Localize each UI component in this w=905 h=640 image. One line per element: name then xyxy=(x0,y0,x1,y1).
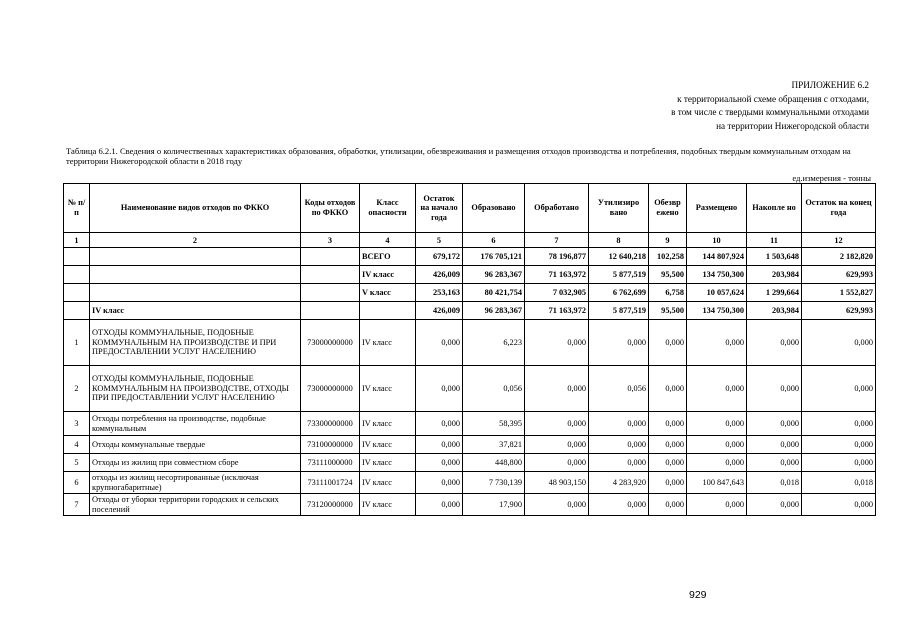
subheader-value: 95,500 xyxy=(649,302,687,320)
value-cell: 0,000 xyxy=(687,454,747,472)
summary-value: 5 877,519 xyxy=(589,266,649,284)
value-cell: 0,000 xyxy=(416,366,463,412)
value-cell: 7 730,139 xyxy=(463,472,525,494)
value-cell: 0,000 xyxy=(525,436,589,454)
table-row xyxy=(64,454,876,472)
fkko-code: 73120000000 xyxy=(301,494,360,516)
header-accumulated: Накопле но xyxy=(747,184,802,233)
col-number: 7 xyxy=(525,233,589,248)
waste-name: отходы из жилищ несортированные (исключая крупногабаритные) xyxy=(90,472,301,494)
appendix-heading xyxy=(671,79,869,133)
table-row xyxy=(64,494,876,516)
col-number: 12 xyxy=(802,233,876,248)
subheader-value: 96 283,367 xyxy=(463,302,525,320)
summary-value: 679,172 xyxy=(416,248,463,266)
value-cell: 448,800 xyxy=(463,454,525,472)
row-num: 1 xyxy=(64,320,90,366)
value-cell: 0,000 xyxy=(802,412,876,436)
value-cell: 0,000 xyxy=(747,412,802,436)
summary-value: 426,009 xyxy=(416,266,463,284)
value-cell: 48 903,150 xyxy=(525,472,589,494)
empty-cell xyxy=(64,284,90,302)
summary-value: 253,163 xyxy=(416,284,463,302)
row-num: 6 xyxy=(64,472,90,494)
waste-name: ОТХОДЫ КОММУНАЛЬНЫЕ, ПОДОБНЫЕ КОММУНАЛЬНЫМ НА ПРОИЗВОДСТВЕ, ОТХОДЫ ПРИ ПРЕДОСТАВЛЕНИИ УСЛУГ НАСЕЛЕНИЮ xyxy=(90,366,301,412)
summary-row xyxy=(64,248,876,266)
value-cell: 0,000 xyxy=(687,436,747,454)
row-num: 4 xyxy=(64,436,90,454)
fkko-code: 73100000000 xyxy=(301,436,360,454)
empty-cell xyxy=(64,302,90,320)
subheader-value: 134 750,300 xyxy=(687,302,747,320)
summary-value: 96 283,367 xyxy=(463,266,525,284)
appendix-line-2: к территориальной схеме обращения с отходами, xyxy=(677,93,869,104)
summary-value: 144 807,924 xyxy=(687,248,747,266)
subheader-value: 5 877,519 xyxy=(589,302,649,320)
value-cell: 0,000 xyxy=(649,454,687,472)
value-cell: 0,000 xyxy=(649,472,687,494)
empty-cell xyxy=(301,284,360,302)
summary-value: 134 750,300 xyxy=(687,266,747,284)
col-number: 9 xyxy=(649,233,687,248)
hazard-class: IV класс xyxy=(360,412,416,436)
appendix-title: ПРИЛОЖЕНИЕ 6.2 xyxy=(791,80,869,90)
col-number: 1 xyxy=(64,233,90,248)
row-num: 2 xyxy=(64,366,90,412)
subheader-value: 426,009 xyxy=(416,302,463,320)
value-cell: 0,000 xyxy=(525,494,589,516)
value-cell: 0,000 xyxy=(589,320,649,366)
value-cell: 0,000 xyxy=(687,412,747,436)
header-class: Класс опасности xyxy=(360,184,416,233)
hazard-class: IV класс xyxy=(360,454,416,472)
table-row xyxy=(64,436,876,454)
subheader-label: IV класс xyxy=(90,302,301,320)
value-cell: 0,000 xyxy=(589,412,649,436)
column-number-row xyxy=(64,233,876,248)
row-num: 7 xyxy=(64,494,90,516)
value-cell: 37,821 xyxy=(463,436,525,454)
waste-name: Отходы от уборки территории городских и сельских поселений xyxy=(90,494,301,516)
summary-value: 80 421,754 xyxy=(463,284,525,302)
empty-cell xyxy=(301,302,360,320)
value-cell: 0,000 xyxy=(747,454,802,472)
hazard-class: IV класс xyxy=(360,472,416,494)
value-cell: 6,223 xyxy=(463,320,525,366)
summary-value: 71 163,972 xyxy=(525,266,589,284)
empty-cell xyxy=(301,248,360,266)
hazard-class: IV класс xyxy=(360,366,416,412)
page-number: 929 xyxy=(689,589,707,601)
summary-value: 95,500 xyxy=(649,266,687,284)
col-number: 10 xyxy=(687,233,747,248)
col-number: 11 xyxy=(747,233,802,248)
waste-name: Отходы коммунальные твердые xyxy=(90,436,301,454)
col-number: 6 xyxy=(463,233,525,248)
empty-cell xyxy=(90,284,301,302)
summary-value: 12 640,218 xyxy=(589,248,649,266)
header-placed: Размещено xyxy=(687,184,747,233)
value-cell: 0,000 xyxy=(589,454,649,472)
table-row xyxy=(64,320,876,366)
waste-name: Отходы из жилищ при совместном сборе xyxy=(90,454,301,472)
units-label: ед.измерения - тонны xyxy=(792,173,871,183)
summary-value: 1 299,664 xyxy=(747,284,802,302)
value-cell: 0,000 xyxy=(525,454,589,472)
empty-cell xyxy=(90,266,301,284)
value-cell: 58,395 xyxy=(463,412,525,436)
value-cell: 0,000 xyxy=(649,412,687,436)
header-rest-end: Остаток на конец года xyxy=(802,184,876,233)
header-row xyxy=(64,184,876,233)
summary-value: 203,984 xyxy=(747,266,802,284)
value-cell: 0,000 xyxy=(416,472,463,494)
table-row xyxy=(64,412,876,436)
value-cell: 0,000 xyxy=(747,320,802,366)
class-subheader-row xyxy=(64,302,876,320)
value-cell: 0,000 xyxy=(802,494,876,516)
value-cell: 0,000 xyxy=(416,412,463,436)
summary-row xyxy=(64,284,876,302)
empty-cell xyxy=(64,248,90,266)
header-utilized: Утилизиро вано xyxy=(589,184,649,233)
hazard-class: IV класс xyxy=(360,320,416,366)
col-number: 5 xyxy=(416,233,463,248)
value-cell: 0,000 xyxy=(747,494,802,516)
fkko-code: 73000000000 xyxy=(301,320,360,366)
summary-value: 2 182,820 xyxy=(802,248,876,266)
value-cell: 0,000 xyxy=(589,436,649,454)
subheader-value: 71 163,972 xyxy=(525,302,589,320)
header-neutralized: Обезвр ежено xyxy=(649,184,687,233)
value-cell: 0,000 xyxy=(649,320,687,366)
fkko-code: 73000000000 xyxy=(301,366,360,412)
summary-value: 10 057,624 xyxy=(687,284,747,302)
summary-value: 629,993 xyxy=(802,266,876,284)
value-cell: 0,000 xyxy=(649,436,687,454)
value-cell: 0,056 xyxy=(589,366,649,412)
waste-table xyxy=(63,183,876,516)
value-cell: 0,000 xyxy=(416,454,463,472)
summary-value: 1 552,827 xyxy=(802,284,876,302)
subheader-value: 203,984 xyxy=(747,302,802,320)
appendix-line-4: на территории Нижегородской области xyxy=(716,120,869,131)
appendix-line-3: в том числе с твердыми коммунальными отходами xyxy=(671,107,869,118)
value-cell: 0,056 xyxy=(463,366,525,412)
empty-cell xyxy=(90,248,301,266)
value-cell: 0,000 xyxy=(525,366,589,412)
summary-value: 6 762,699 xyxy=(589,284,649,302)
value-cell: 0,000 xyxy=(687,366,747,412)
value-cell: 4 283,920 xyxy=(589,472,649,494)
value-cell: 0,018 xyxy=(802,472,876,494)
empty-cell xyxy=(360,302,416,320)
fkko-code: 73111001724 xyxy=(301,472,360,494)
empty-cell xyxy=(301,266,360,284)
summary-label: V класс xyxy=(360,284,416,302)
row-num: 5 xyxy=(64,454,90,472)
fkko-code: 73111000000 xyxy=(301,454,360,472)
header-code: Коды отходов по ФККО xyxy=(301,184,360,233)
summary-value: 78 196,877 xyxy=(525,248,589,266)
col-number: 4 xyxy=(360,233,416,248)
value-cell: 0,000 xyxy=(802,366,876,412)
summary-row xyxy=(64,266,876,284)
summary-value: 102,258 xyxy=(649,248,687,266)
table-row xyxy=(64,366,876,412)
summary-value: 176 705,121 xyxy=(463,248,525,266)
table-row xyxy=(64,472,876,494)
col-number: 8 xyxy=(589,233,649,248)
waste-name: Отходы потребления на производстве, подобные коммунальным xyxy=(90,412,301,436)
value-cell: 0,000 xyxy=(802,320,876,366)
value-cell: 0,000 xyxy=(589,494,649,516)
header-processed: Обработано xyxy=(525,184,589,233)
summary-label: IV класс xyxy=(360,266,416,284)
value-cell: 0,000 xyxy=(802,454,876,472)
table-caption: Таблица 6.2.1. Сведения о количественных характеристиках образования, обработки, утилизации, обезвреживания и размещения отходов производства и потребления, подобных твердым коммунальным отходам на территории Нижегородской области в 2018 году xyxy=(66,146,851,167)
row-num: 3 xyxy=(64,412,90,436)
empty-cell xyxy=(64,266,90,284)
header-formed: Образовано xyxy=(463,184,525,233)
value-cell: 0,000 xyxy=(416,320,463,366)
value-cell: 0,000 xyxy=(525,320,589,366)
value-cell: 0,000 xyxy=(687,494,747,516)
value-cell: 0,000 xyxy=(416,436,463,454)
hazard-class: IV класс xyxy=(360,436,416,454)
summary-value: 1 503,648 xyxy=(747,248,802,266)
value-cell: 0,000 xyxy=(649,494,687,516)
value-cell: 100 847,643 xyxy=(687,472,747,494)
waste-name: ОТХОДЫ КОММУНАЛЬНЫЕ, ПОДОБНЫЕ КОММУНАЛЬНЫМ НА ПРОИЗВОДСТВЕ И ПРИ ПРЕДОСТАВЛЕНИИ УСЛУГ НАСЕЛЕНИЮ xyxy=(90,320,301,366)
summary-label: ВСЕГО xyxy=(360,248,416,266)
col-number: 2 xyxy=(90,233,301,248)
header-name: Наименование видов отходов по ФККО xyxy=(90,184,301,233)
summary-value: 7 032,905 xyxy=(525,284,589,302)
fkko-code: 73300000000 xyxy=(301,412,360,436)
header-rest-start: Остаток на начало года xyxy=(416,184,463,233)
value-cell: 0,000 xyxy=(416,494,463,516)
summary-value: 6,758 xyxy=(649,284,687,302)
value-cell: 0,000 xyxy=(649,366,687,412)
col-number: 3 xyxy=(301,233,360,248)
header-num: № п/п xyxy=(64,184,90,233)
hazard-class: IV класс xyxy=(360,494,416,516)
value-cell: 0,000 xyxy=(525,412,589,436)
value-cell: 0,000 xyxy=(687,320,747,366)
value-cell: 0,000 xyxy=(802,436,876,454)
value-cell: 17,900 xyxy=(463,494,525,516)
subheader-value: 629,993 xyxy=(802,302,876,320)
value-cell: 0,018 xyxy=(747,472,802,494)
value-cell: 0,000 xyxy=(747,436,802,454)
value-cell: 0,000 xyxy=(747,366,802,412)
